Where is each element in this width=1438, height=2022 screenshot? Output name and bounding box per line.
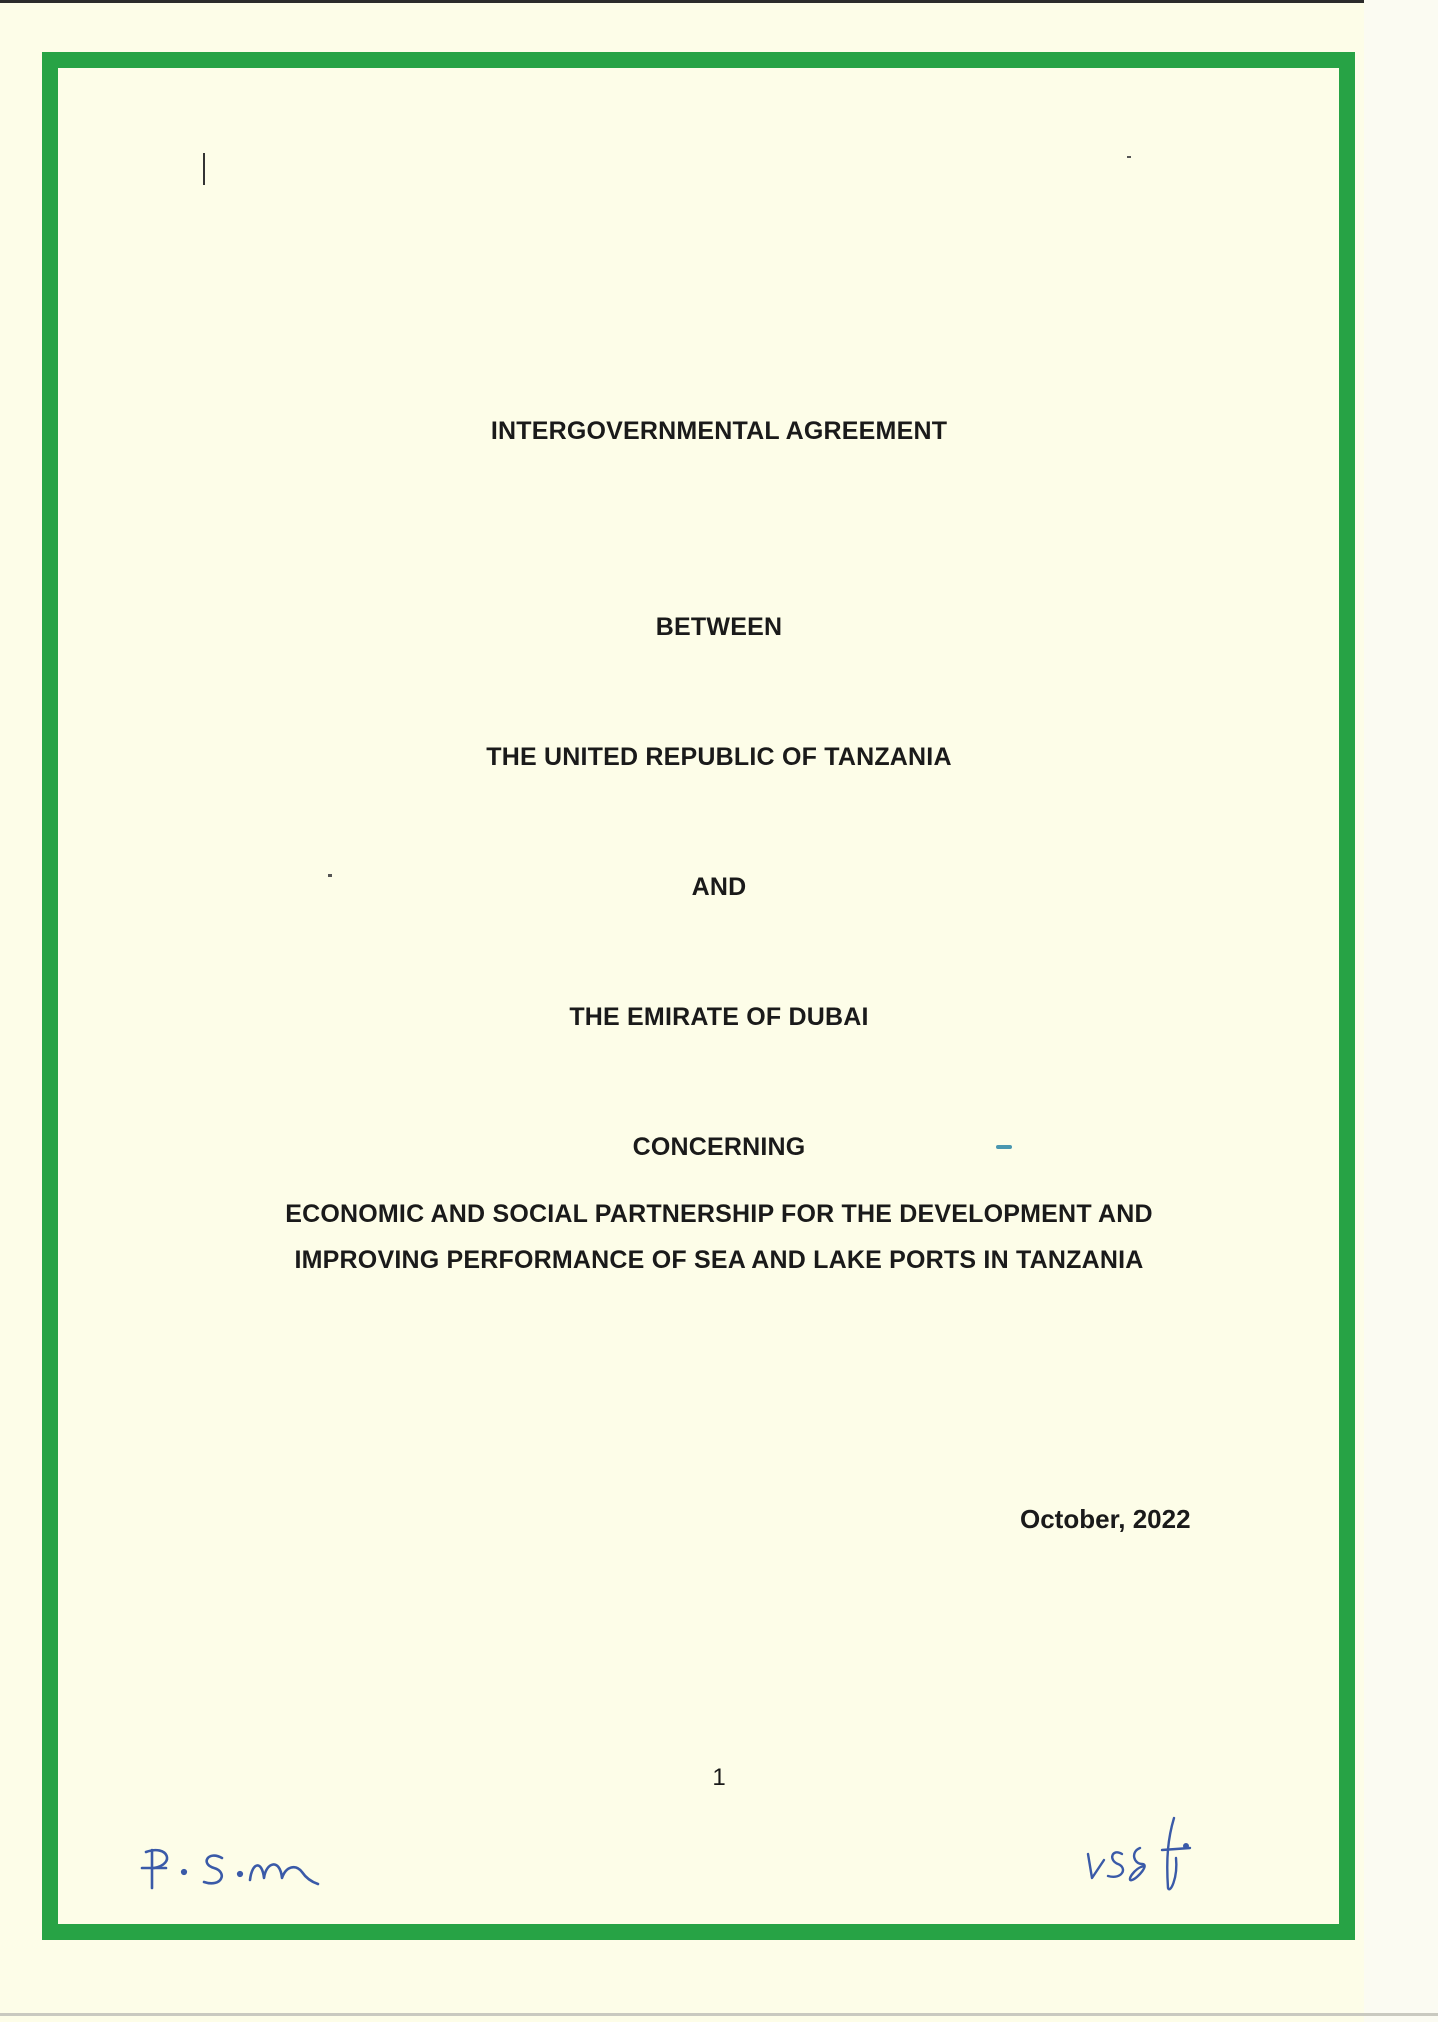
party-one: THE UNITED REPUBLIC OF TANZANIA	[486, 743, 952, 771]
concerning-label: CONCERNING	[632, 1133, 806, 1161]
top-edge	[0, 0, 1438, 3]
handwritten-initials-right	[1082, 1808, 1202, 1898]
between-label: BETWEEN	[655, 613, 783, 641]
document-title: INTERGOVERNMENTAL AGREEMENT	[490, 417, 948, 445]
handwritten-initials-left	[140, 1838, 330, 1898]
subject-line-2: IMPROVING PERFORMANCE OF SEA AND LAKE PORTS IN TANZANIA	[294, 1246, 1144, 1274]
subject-line-1: ECONOMIC AND SOCIAL PARTNERSHIP FOR THE DEVELOPMENT AND	[285, 1200, 1153, 1228]
bottom-edge	[0, 2013, 1438, 2016]
party-two: THE EMIRATE OF DUBAI	[569, 1003, 869, 1031]
scan-mark	[203, 153, 205, 185]
page-number: 1	[712, 1764, 726, 1791]
and-label: AND	[691, 873, 747, 901]
scan-speck	[1127, 156, 1131, 158]
green-page-border	[42, 52, 1355, 1940]
agreement-date: October, 2022	[1020, 1504, 1191, 1534]
